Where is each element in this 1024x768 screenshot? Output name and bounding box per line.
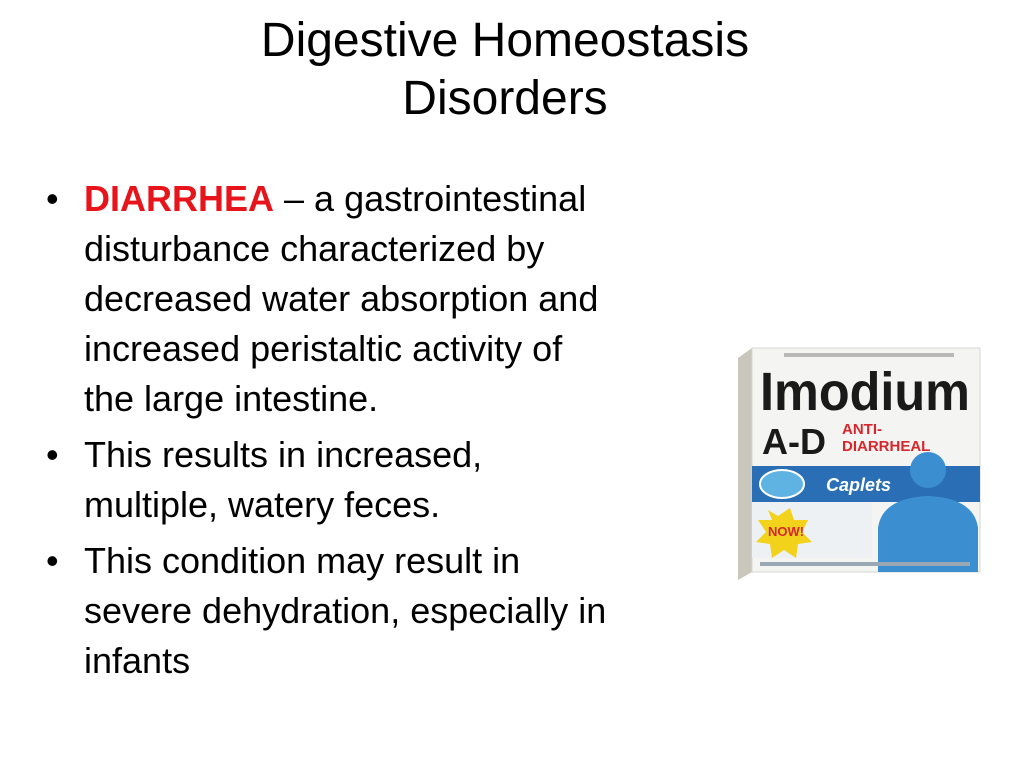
tag-anti-text: ANTI-: [842, 421, 882, 438]
bullet-text: infants: [84, 640, 191, 681]
box-fine-print: [760, 562, 970, 566]
box-side: [738, 348, 752, 580]
bullet-text: increased peristaltic activity of: [84, 328, 563, 369]
brand-ad-text: A-D: [762, 421, 826, 462]
slide-title: [0, 12, 1010, 128]
caplet-icon: [760, 470, 804, 498]
brand-imodium-text: Imodium: [760, 362, 970, 422]
bullet-item-dehydration: [40, 536, 760, 686]
bullet-dot: •: [46, 434, 59, 475]
bullet-text: severe dehydration, especially in: [84, 590, 607, 631]
bullet-dot: •: [46, 178, 59, 219]
bullet-item-diarrhea: [40, 174, 760, 424]
bullet-text: decreased water absorption and: [84, 278, 599, 319]
caplets-text: Caplets: [826, 475, 892, 495]
imodium-box-image: [738, 338, 982, 580]
slide-title-line-1: Digestive Homeostasis: [260, 14, 750, 67]
box-top-text: [784, 353, 954, 357]
bullet-text: This results in increased,: [84, 434, 483, 475]
bullet-list: [40, 174, 760, 692]
bullet-text: – a gastrointestinal: [274, 178, 587, 219]
bullet-text: the large intestine.: [84, 378, 379, 419]
now-burst-text: NOW!: [768, 524, 805, 539]
bullet-text: This condition may result in: [84, 540, 521, 581]
slide-title-line-2: Disorders: [402, 72, 608, 125]
bullet-item-feces: [40, 430, 760, 530]
figure-body-icon: [878, 496, 978, 572]
bullet-dot: •: [46, 540, 59, 581]
bullet-text: disturbance characterized by: [84, 228, 545, 269]
figure-head-icon: [910, 452, 946, 488]
term-diarrhea: DIARRHEA: [84, 178, 275, 219]
tag-diarrheal-text: DIARRHEAL: [842, 438, 931, 455]
bullet-text: multiple, watery feces.: [84, 484, 441, 525]
